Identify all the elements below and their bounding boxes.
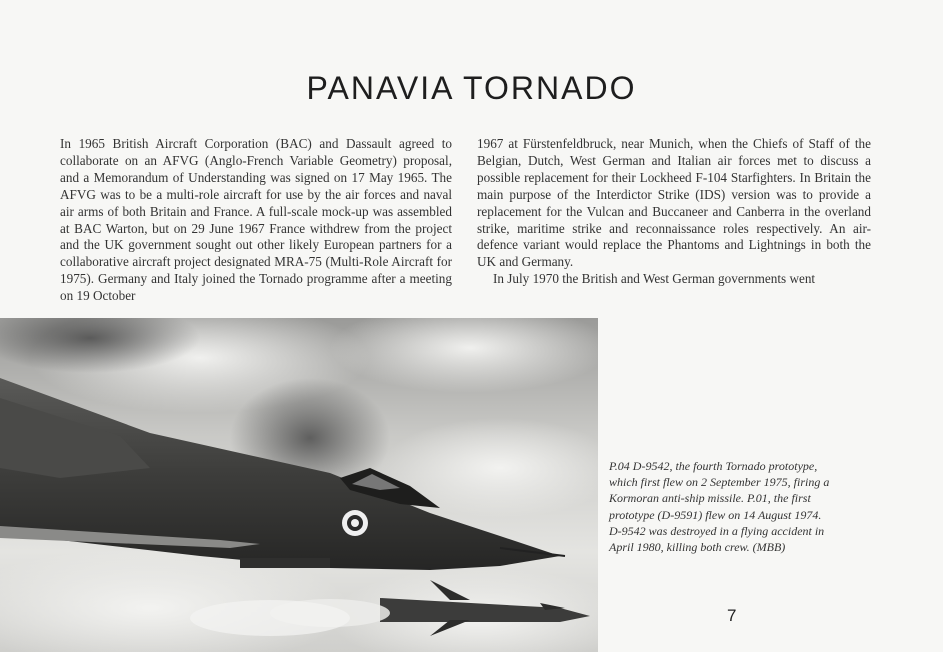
page-title: PANAVIA TORNADO xyxy=(306,70,637,106)
right-text-column xyxy=(477,136,871,288)
body-paragraph: In 1965 British Aircraft Corporation (BAC) and Dassault agreed to collaborate on an AFVG (Anglo-French Variable Geometry) proposal, and a Memorandum of Understanding was signed on 17 May 1965. The AFVG was to be a multi-role aircraft for use by the air forces and naval air arms of both Britain and France. A full-scale mock-up was assembled at BAC Warton, but on 29 June 1967 France withdrew from the project and the UK government sought out other likely European partners for a collaborative aircraft project designated MRA-75 (Multi-Role Aircraft for 1975). Germany and Italy joined the Tornado programme after a meeting on 19 October xyxy=(60,136,452,304)
body-paragraph: 1967 at Fürstenfeldbruck, near Munich, when the Chiefs of Staff of the Belgian, Dutch, West German and Italian air forces met to discuss a possible replacement for their Lockheed F-104 Starfighters. In Britain the main purpose of the Interdictor Strike (IDS) version was to provide a replacement for the Vulcan and Buccaneer and Canberra in the overland strike, maritime strike and reconnaissance roles respectively. An air-defence variant would replace the Phantoms and Lightnings in both the UK and Germany. xyxy=(477,136,871,270)
left-text-column xyxy=(60,136,452,305)
body-paragraph: In July 1970 the British and West German governments went xyxy=(493,271,816,287)
jet-aircraft-photo-icon xyxy=(0,318,598,652)
page-number: 7 xyxy=(727,606,737,625)
tornado-photo xyxy=(0,318,598,652)
photo-caption: P.04 D-9542, the fourth Tornado prototype, which first flew on 2 September 1975, firing a Kormoran anti-ship missile. P.01, the first prototype (D-9591) flew on 14 August 1974. D-9542 was destroyed in a flying accident in April 1980, killing both crew. (MBB) xyxy=(609,459,830,555)
